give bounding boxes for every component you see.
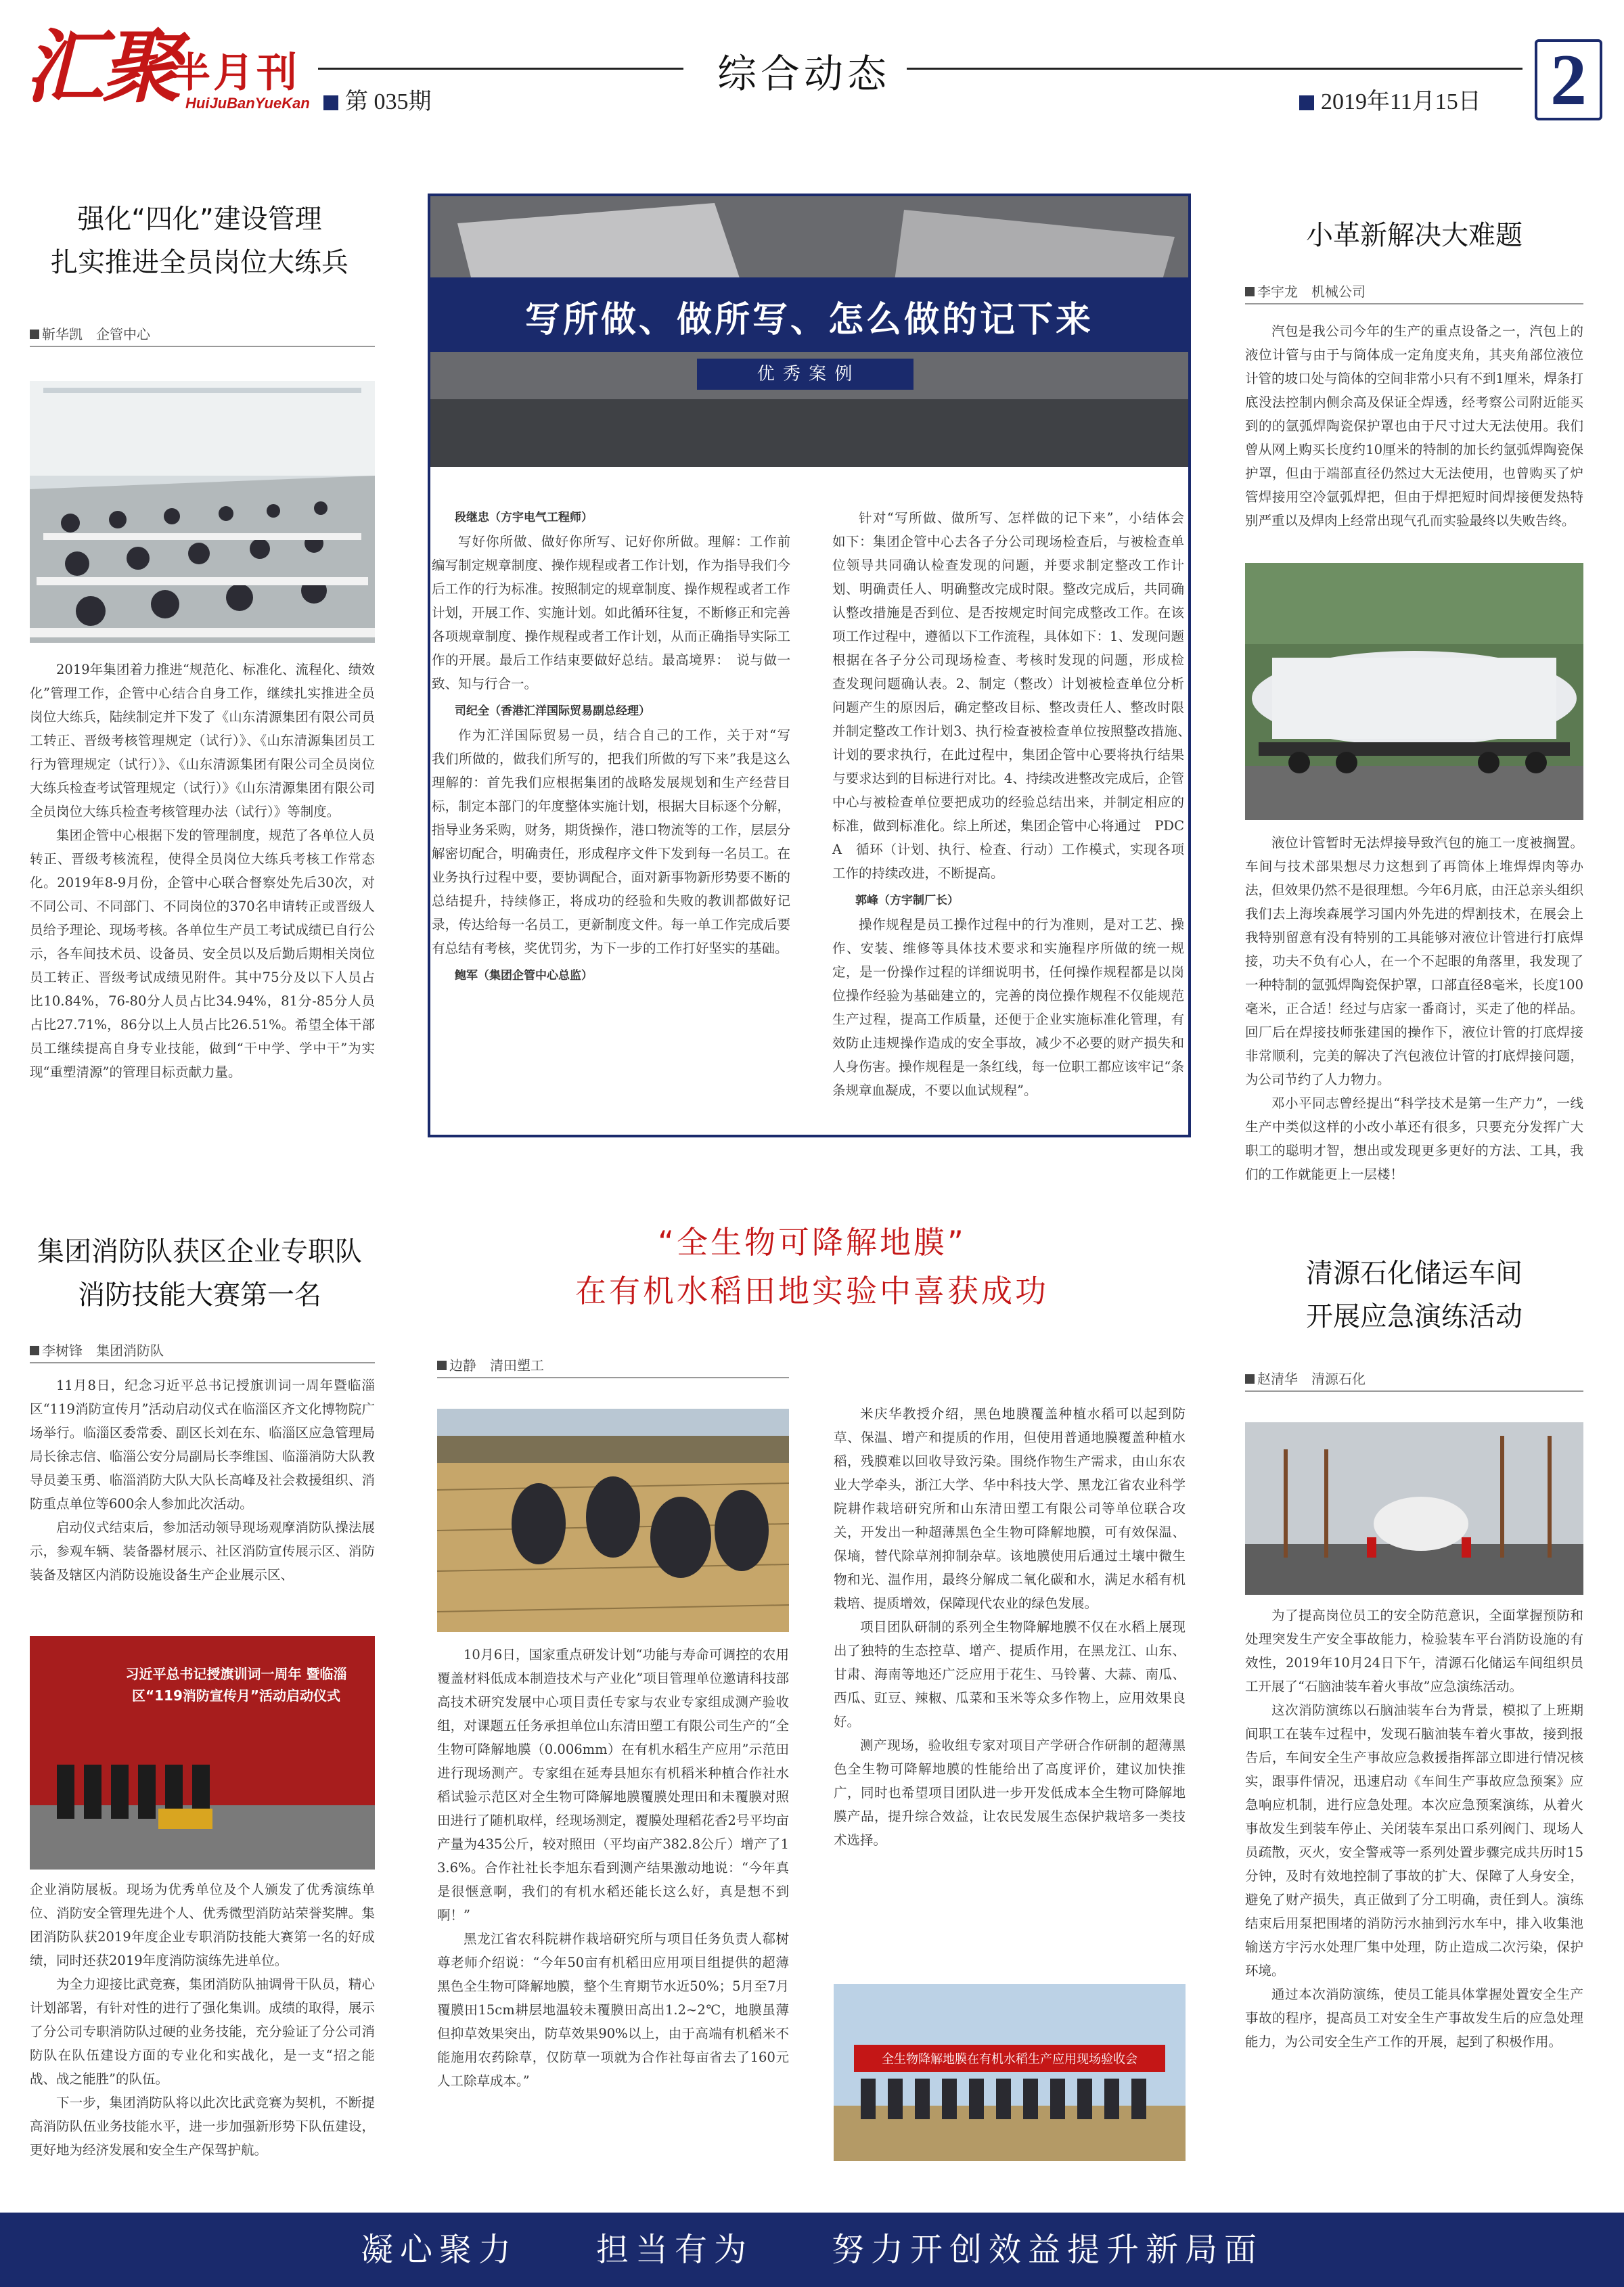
footer-slogan: 凝心聚力 担当有为 努力开创效益提升新局面 xyxy=(360,2231,1263,2269)
issue-date: 2019年11月15日 xyxy=(1299,83,1481,116)
article5-byline: 边静 清田塑工 xyxy=(437,1355,789,1378)
article1-body: 2019年集团着力推进“规范化、标准化、流程化、绩效化”管理工作，企管中心结合自身工作，继续扎实推进全员岗位大练兵，陆续制定并下发了《山东清源集团有限公司员工转正、晋级考核管理规定（试行）》、《山东清源集团员工行为管理规定（试行）》、《山东清源集团有限公司全员岗位大练兵检查考试管理规定（试行）》《山东清源集团有限公司全员岗位大练兵检查考核管理办法（试行）》等制度。 集团企管中心根据下发的管理制度，规范了各单位人员转正、晋级考核流程，使得全员岗位大练兵考核工作常态化。2019年8-9月份，企管中心联合督察处先后30次，对不同公司、不同部门、不同岗位的370名申请转正或晋级人员给予理论、现场考核。各单位生产员工考试成绩已自行公示，各车间技术员、设备员、安全员以及后勤后期相关岗位员工转正、晋级考试成绩见附件。其中75分及以下人员占比10.84%，76-80分人员占比34.94%，81分-85分人员占比27.71%，86分以上人员占比26.51%。希望全体干部员工继续提高自身专业技能，做到“干中学、学中干”为实现“重塑清源”的管理目标贡献力量。 xyxy=(30,662,375,1080)
article2-tag: 优 秀 案 例 xyxy=(697,359,914,390)
article1-byline: 靳华凯 企管中心 xyxy=(30,323,375,347)
article3-body-2: 液位计管暂时无法焊接导致汽包的施工一度被搁置。车间与技术部果想尽力这想到了再筒体上堆焊焊肉等办法，但效果仍然不是很理想。今年6月底，由汪总亲头组织我们去上海埃森展学习国内外先进的焊割技术，在展会上我特别留意有没有特别的工具能够对液位计管进行打底焊接，功夫不负有心人，在一个不起眼的角落里，我发现了一种特制的氩弧焊陶瓷保护罩，口部直径8毫米，长度100毫米，正合适！经过与店家一番商讨，买走了他的样品。回厂后在焊接技师张建国的操作下，液位计管的打底焊接非常顺利，完美的解决了汽包液位计管的打底焊接问题，为公司节约了人力物力。 邓小平同志曾经提出“科学技术是第一生产力”，一线生产中类似这样的小改小革还有很多，只要充分发挥广大职工的聪明才智，想出或发现更多更好的方法、工具，我们的工作就能更上一层楼！ xyxy=(1245,835,1583,1182)
article4-body-1: 11月8日，纪念习近平总书记授旗训词一周年暨临淄区“119消防宣传月”活动启动仪式在临淄区齐文化博物院广场举行。临淄区委常委、副区长刘在东、临淄区应急管理局局长徐志信、临淄公安分局副局长李维国、临淄消防大队教导员姜玉勇、临淄消防大队大队长高峰及社会救援组织、消防重点单位等600余人参加此次活动。 启动仪式结束后，参加活动领导现场观摩消防队操法展示，参观车辆、装备器材展示、社区消防宣传展示区、消防装备及辖区内消防设施设备生产企业展示区、 xyxy=(30,1378,375,1583)
section-title: 综合动态 xyxy=(717,51,891,97)
fire-ceremony-photo xyxy=(30,1636,375,1870)
article5-title: “全生物可降解地膜” 在有机水稻田地实验中喜获成功 xyxy=(575,1224,1049,1309)
article3-body-1: 汽包是我公司今年的生产的重点设备之一，汽包上的液位计管与由于与筒体成一定角度夹角，其夹角部位液位计管的坡口处与筒体的空间非常小只有不到1厘米，焊条打底没法控制内侧余高及保证全焊透，经考察公司附近能买到的的氩弧焊陶瓷保护罩也由于尺寸过大无法使用。我们曾从网上购买长度约10厘米的特制的加长约氩弧焊陶瓷保护罩，但由于端部直径仍然过大无法使用，也曾购买了炉管焊接用空冷氩弧焊把，但由于焊把短时间焊接便发热特别严重以及焊肉上经常出现气孔而实验最终以失败告终。 xyxy=(1245,323,1583,528)
header-rule-right xyxy=(907,68,1522,70)
classroom-exam-photo xyxy=(30,381,375,643)
article4-body-2: 企业消防展板。现场为优秀单位及个人颁发了优秀演练单位、消防安全管理先进个人、优秀微型消防站荣誉奖牌。集团消防队获2019年度企业专职消防技能大赛第一名的好成绩，同时还获2019年度消防演练先进单位。 为全力迎接比武竞赛，集团消防队抽调骨干队员，精心计划部署，有针对性的进行了强化集训。成绩的取得，展示了分公司专职消防队过硬的业务技能，充分验证了分公司消防队在队伍建设方面的专业化和实战化，是一支“招之能战、战之能胜”的队伍。 下一步，集团消防队将以此次比武竞赛为契机，不断提高消防队伍业务技能水平，进一步加强新形势下队伍建设，更好地为经济发展和安全生产保驾护航。 xyxy=(30,1882,375,2158)
page-number: 2 xyxy=(1535,39,1602,120)
header-rule-left xyxy=(318,68,683,70)
article4-title: 集团消防队获区企业专职队 消防技能大赛第一名 xyxy=(37,1236,362,1311)
acceptance-meeting-banner-text: 全生物降解地膜在有机水稻生产应用现场验收会 xyxy=(882,2052,1137,2066)
logo-pinyin: HuiJuBanYueKan xyxy=(185,95,310,112)
article5-body-1: 10月6日，国家重点研发计划“功能与寿命可调控的农用覆盖材料低成本制造技术与产业化”项目管理单位邀请科技部高技术研究发展中心项目责任专家与农业专家组成测产验收组，对课题五任务承担单位山东清田塑工有限公司生产的“全生物可降解地膜（0.006mm）在有机水稻生产应用”示范田进行现场测产。专家组在延寿县旭东有机稻米种植合作社水稻试验示范区对全生物可降解地膜覆膜处理田和未覆膜对照田进行了随机取样，经现场测定，覆膜处理稻花香2号平均亩产量为435公斤，较对照田（平均亩产382.8公斤）增产了13.6%。合作社社长李旭东看到测产结果激动地说：“今年真是很惬意啊，我们的有机水稻还能长这么好，真是想不到啊！” 黑龙江省农科院耕作栽培研究所与项目任务负责人郗树尊老师介绍说：“今年50亩有机稻田应用项目组提供的超薄黑色全生物可降解地膜，整个生育期节水近50%；5月至7月覆膜田15cm耕层地温较未覆膜田高出1.2~2℃，地膜虽薄但抑草效果突出，防草效果90%以上，由于高端有机稻米不能施用农药除草，仅防草一项就为合作社每亩省去了160元人工除草成本。” xyxy=(437,1647,789,2089)
article6-title: 清源石化储运车间 开展应急演练活动 xyxy=(1306,1258,1522,1332)
article3-byline: 李宇龙 机械公司 xyxy=(1245,281,1583,304)
steam-drum-photo xyxy=(1245,563,1583,820)
article1-title: 强化“四化”建设管理 扎实推进全员岗位大练兵 xyxy=(51,204,348,278)
acceptance-meeting-photo xyxy=(834,1984,1186,2161)
rice-field-photo xyxy=(437,1409,789,1632)
article2-banner-title: 写所做、做所写、怎么做的记下来 xyxy=(524,300,1093,340)
article4-byline: 李树锋 集团消防队 xyxy=(30,1340,375,1363)
article6-byline: 赵清华 清源石化 xyxy=(1245,1368,1583,1392)
article6-body: 为了提高岗位员工的安全防范意识，全面掌握预防和处理突发生产安全事故能力，检验装车平台消防设施的有效性，2019年10月24日下午，清源石化储运车间组织员工开展了“石脑油装车着火事故”应急演练活动。 这次消防演练以石脑油装车台为背景，模拟了上班期间职工在装车过程中，发现石脑油装车着火事故，接到报告后，车间安全生产事故应急救援指挥部立即进行情况核实，跟事件情况，迅速启动《车间生产事故应急预案》应急响应机制，进行应急处理。本次应急预案演练，从着火事故发生到装车停止、关闭装车泵出口系列阀门、现场人员疏散，灭火，安全警戒等一系列处置步骤完成共历时15分钟，及时有效地控制了事故的扩大、保障了人身安全，避免了财产损失，真正做到了分工明确，责任到人。演练结束后用泵把围堵的消防污水抽到污水车中，排入收集池输送方宇污水处理厂集中处理，防止造成二次污染，保护环境。 通过本次消防演练，使员工能具体掌握处置安全生产事故的程序，提高员工对安全生产事故发生后的应急处理能力，为公司安全生产工作的开展，起到了积极作用。 xyxy=(1245,1608,1583,2050)
footer-bar xyxy=(0,2213,1624,2287)
article5-body-2: 米庆华教授介绍，黑色地膜覆盖种植水稻可以起到防草、保温、增产和提质的作用，但使用普通地膜覆盖种植水稻，残膜难以回收导致污染。围绕作物生产需求，由山东农业大学牵头，浙江大学、华中科技大学、黑龙江省农业科学院耕作栽培研究所和山东清田塑工有限公司等单位联合攻关，开发出一种超薄黑色全生物可降解地膜，可有效保温、保墒，替代除草剂抑制杂草。该地膜使用后通过土壤中微生物和光、温作用，最终分解成二氧化碳和水，满足水稻有机栽培、提质增效，保障现代农业的绿色发展。 项目团队研制的系列全生物降解地膜不仅在水稻上展现出了独特的生态控草、增产、提质作用，在黑龙江、山东、甘肃、海南等地还广泛应用于花生、马铃薯、大蒜、南瓜、西瓜、豇豆、辣椒、瓜菜和玉米等众多作物上，应用效果良好。 测产现场，验收组专家对项目产学研合作研制的超薄黑色全生物可降解地膜的性能给出了高度评价，建议加快推广，同时也希望项目团队进一步开发低成本全生物可降解地膜产品，提升综合效益，让农民发展生态保护栽培多一类技术选择。 xyxy=(834,1406,1186,1848)
article2-col1: 段继忠（方宇电气工程师） 写好你所做、做好你所写、记好你所做。理解：工作前 编写制定规章制度、操作规程或者工作计划，作为指导我们今后工作的行为标准。按照制定的规章制度、操作规程或者工作计划，开展工作、实施计划。如此循环往复，不断修正和完善各项规章制度、操作规程或者工作计划，从而正确指导实际工作的开展。最后工作结束要做好总结。最高境界： 说与做一致、知与行合一。 司纪全（香港汇洋国际贸易副总经理） 作为汇洋国际贸易一员，结合自己的工作，关于对“写 我们所做的，做我们所写的，把我们所做的写下来”我是这么理解的：首先我们应根据集团的战略发展规划和生产经营目标，制定本部门的年度整体实施计划，根据大目标逐个分解，指导业务采购，财务，期货操作，港口物流等的工作，层层分解密切配合，明确责任，形成程序文件下发到每一名员工。在业务执行过程中要，要协调配合，面对新事物新形势要不断的总结提升，持续修正，将成功的经验和失败的教训都做好记录，传达给每一名员工，更新制度文件。每一单工作完成后要有总结有考核，奖优罚劣，为下一步的工作打好坚实的基础。 鲍军（集团企管中心总监） xyxy=(432,511,804,982)
article3-title: 小革新解决大难题 xyxy=(1306,220,1522,251)
fire-drill-photo xyxy=(1245,1422,1583,1595)
logo-chinese-sub: 半月刊 xyxy=(170,49,300,97)
masthead-logo xyxy=(24,20,315,122)
issue-number: 第 035期 xyxy=(323,83,432,116)
fire-ceremony-banner-text: 习近平总书记授旗训词一周年 暨临淄区“119消防宣传月”活动启动仪式 xyxy=(125,1666,347,1704)
article2-col2: 针对“写所做、做所写、怎样做的记下来”，小结体会 如下：集团企管中心去各子分公司现场检查后，与被检查单位领导共同确认检查发现的问题，并要求制定整改工作计划、明确责任人、明确整改完成时限。整改完成后，共同确认整改措施是否到位、是否按规定时间完成整改工作。在该项工作过程中，遵循以下工作流程，具体如下：1、发现问题根据在各子分公司现场检查、考核时发现的问题，形成检 查发现问题确认表。2、制定（整改）计划被检查单位分析 问题产生的原因后，确定整改目标、整改责任人、整改时限并制定整改工作计划3、执行检查被检查单位按照整改措施、 计划的要求执行，在此过程中，集团企管中心要将执行结果与要求达到的目标进行对比。4、持续改进整改完成后，企管中心与被检查单位要把成功的经验总结出来，并制定相应的标准，做到标准化。综上所述，集团企管中心将通过 PDCA 循环（计划、执行、检查、行动）工作模式，实现各项工作的持续改进，不断提高。 郭峰（方宇制厂长） 操作规程是员工操作过程中的行为准则，是对工艺、操作、安装、维修等具体技术要求和实施程序所做的统一规定，是一份操作过程的详细说明书，任何操作规程都是以岗位操作经验为基础建立的，完善的岗位操作规程不仅能规范生产过程，提高工作质量，还便于企业实施标准化管理，有效防止违规操作造成的安全事故，减少不必要的财产损失和人身伤害。操作规程是一条红线，每一位职工都应该牢记“条条规章血凝成，不要以血试规程”。 xyxy=(832,510,1198,1098)
logo-chinese: 汇聚 xyxy=(24,20,179,114)
